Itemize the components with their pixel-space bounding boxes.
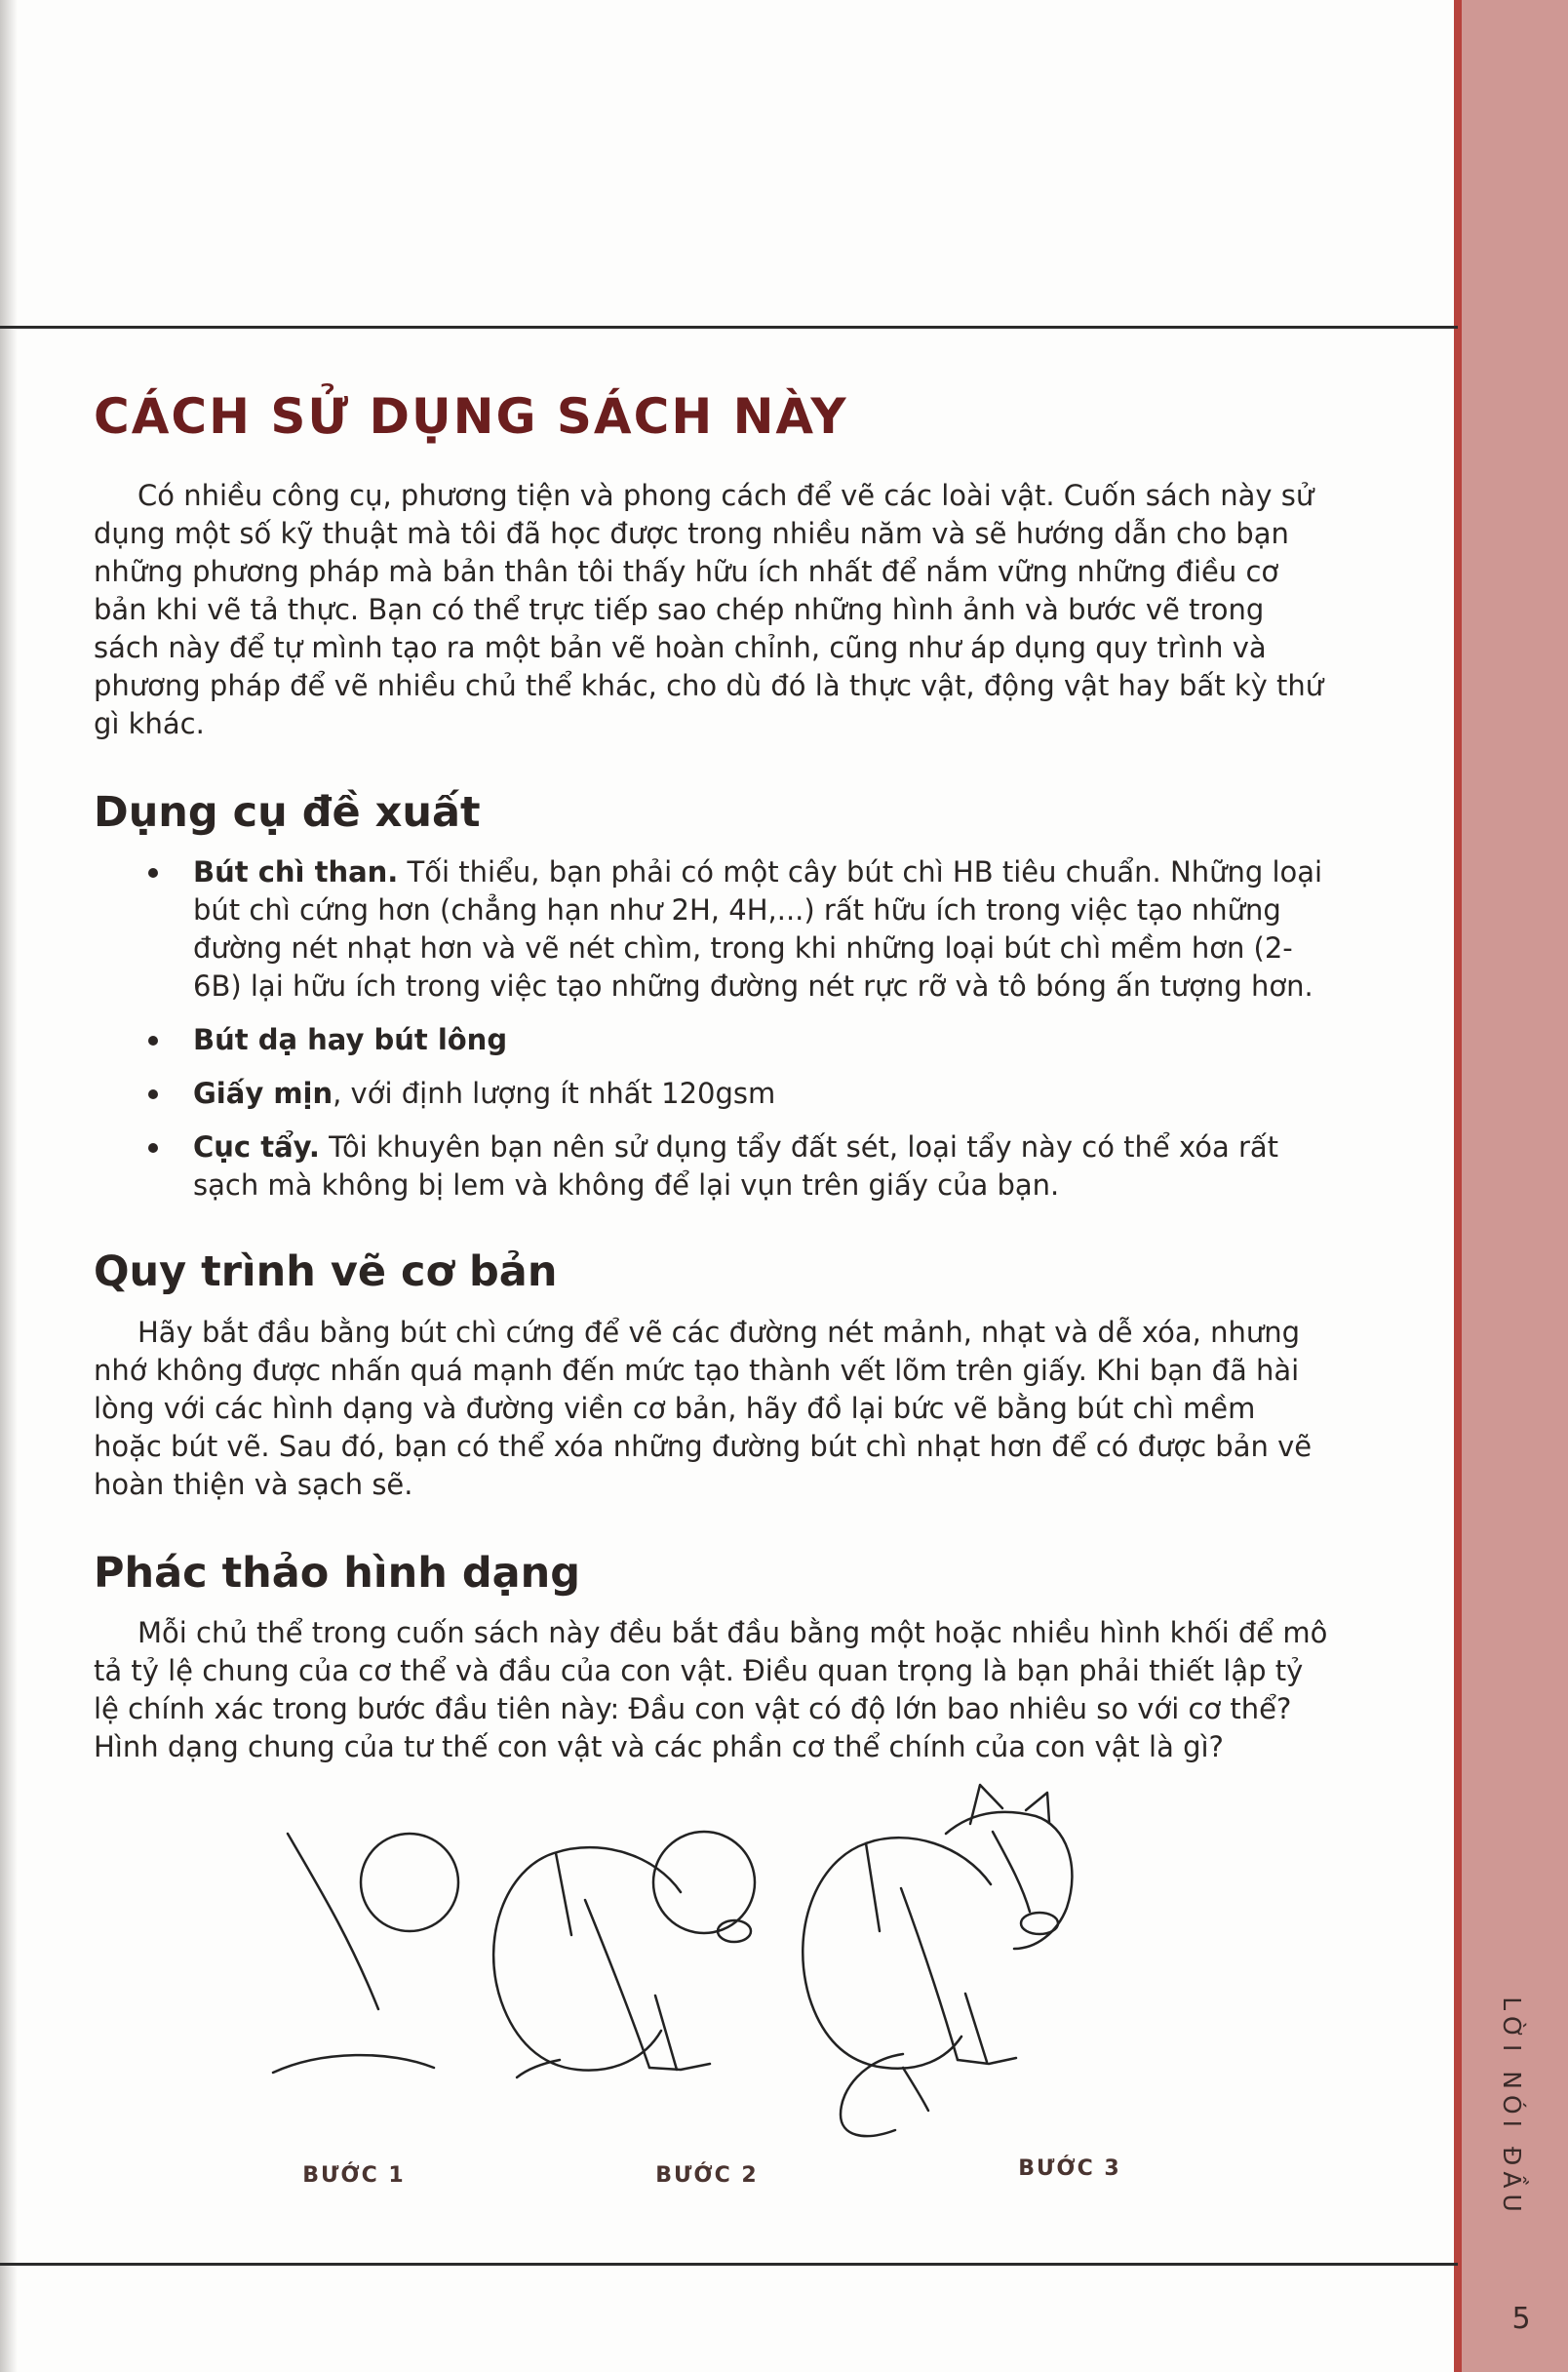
tools-list [94,853,1332,1205]
process-paragraph: Hãy bắt đầu bằng bút chì cứng để vẽ các đường nét mảnh, nhạt và dễ xóa, nhưng nhớ không được nhấn quá mạnh đến mức tạo thành vết lõm trên giấy. Khi bạn đã hài lòng với các hình dạng và đường viền cơ bản, hãy đồ lại bức vẽ bằng bút chì mềm hoặc bút vẽ. Sau đó, bạn có thể xóa những đường bút chì nhạt hơn để có được bản vẽ hoàn thiện và sạch sẽ. [94,1315,1313,1501]
section-tab [1463,1996,1560,2218]
list-item [137,1128,1332,1205]
step-2-label: BƯỚC 2 [655,2163,759,2188]
tool-description: Tối thiểu, bạn phải có một cây bút chì HB tiêu chuẩn. Những loại bút chì cứng hơn (chẳng hạn như 2H, 4H,...) rất hữu ích trong việc tạo những đường nét nhạt hơn và vẽ nét chìm, trong khi những loại bút chì mềm hơn (2-6B) lại hữu ích trong việc tạo những đường nét rực rỡ và tô bóng ấn tượng hơn. [193,855,1323,1004]
step-1-sketch [273,1834,458,2073]
step-1-label: BƯỚC 1 [302,2163,406,2188]
step-2-sketch [493,1832,755,2077]
page-gutter-shadow [0,0,18,2372]
shapes-paragraph: Mỗi chủ thể trong cuốn sách này đều bắt đầu bằng một hoặc nhiều hình khối để mô tả tỷ lệ chung của cơ thể và đầu của con vật. Điều quan trọng là bạn phải thiết lập tỷ lệ chính xác trong bước đầu tiên này: Đầu con vật có độ lớn bao nhiêu so với cơ thể? Hình dạng chung của tư thế con vật và các phần cơ thể chính của con vật là gì? [94,1615,1328,1763]
tool-term: Bút dạ hay bút lông [193,1023,508,1057]
tool-term: Bút chì than. [193,855,399,890]
shapes-heading: Phác thảo hình dạng [94,1548,581,1598]
bottom-rule [0,2263,1458,2266]
top-rule [0,326,1458,329]
tool-description: , với định lượng ít nhất 120gsm [333,1077,776,1111]
list-item [137,1021,1332,1059]
process-heading: Quy trình vẽ cơ bản [94,1247,558,1297]
main-content [94,390,1332,1813]
drawing-steps-illustration [263,1775,1277,2146]
intro-paragraph: Có nhiều công cụ, phương tiện và phong cách để vẽ các loài vật. Cuốn sách này sử dụng một số kỹ thuật mà tôi đã học được trong nhiều năm và sẽ hướng dẫn cho bạn những phương pháp mà bản thân tôi thấy hữu ích nhất để nắm vững những điều cơ bản khi vẽ tả thực. Bạn có thể trực tiếp sao chép những hình ảnh và bước vẽ trong sách này để tự mình tạo ra một bản vẽ hoàn chỉnh, cũng như áp dụng quy trình và phương pháp để vẽ nhiều chủ thể khác, cho dù đó là thực vật, động vật hay bất kỳ thứ gì khác. [94,479,1324,740]
tool-term: Giấy mịn [193,1077,333,1111]
page-number: 5 [1511,2302,1531,2336]
section-tab-label: LỜI NÓI ĐẦU [1497,1996,1526,2218]
step-3-label: BƯỚC 3 [1018,2156,1121,2181]
step-3-sketch [803,1785,1072,2136]
list-item [137,1075,1332,1113]
list-item [137,853,1332,1006]
tool-description: Tôi khuyên bạn nên sử dụng tẩy đất sét, loại tẩy này có thể xóa rất sạch mà không bị lem và không để lại vụn trên giấy của bạn. [193,1130,1279,1203]
tool-term: Cục tẩy. [193,1130,320,1165]
tools-heading: Dụng cụ đề xuất [94,788,481,837]
page-title: CÁCH SỬ DỤNG SÁCH NÀY [94,388,848,445]
